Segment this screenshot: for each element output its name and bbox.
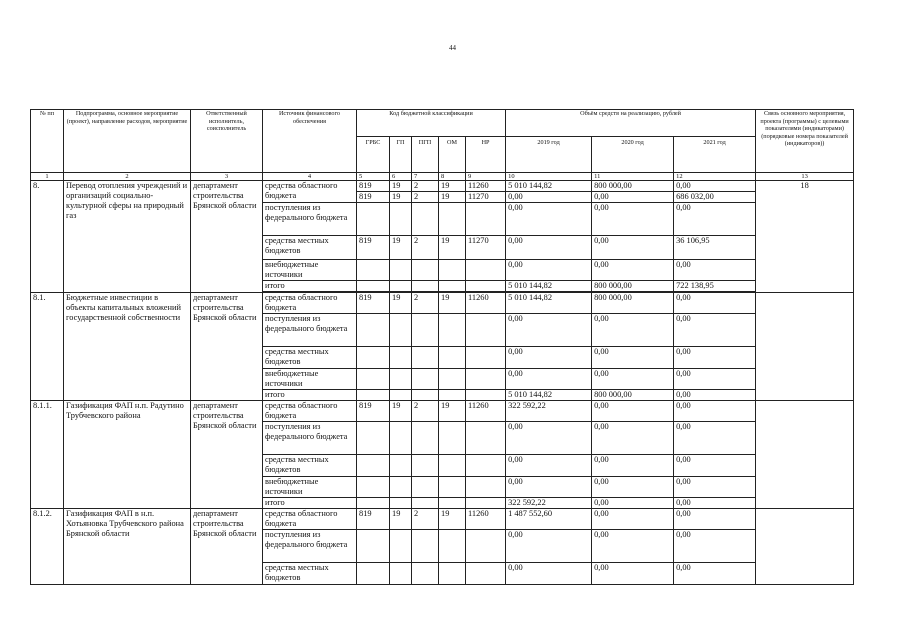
grbs-cell: 819 [357,509,390,530]
amount-2021: 0,00 [674,422,756,455]
np-cell: 11270 [466,236,506,260]
col-number: 8 [439,173,466,181]
source-offbudget: внебюджетные источники [263,369,357,390]
col-header-volume: Объём средств на реализацию, рублей [506,110,756,137]
col-number: 10 [506,173,592,181]
source-federal: поступления из федерального бюджета [263,314,357,347]
item-executor: департамент строительства Брянской области [191,401,263,509]
col-header-name: Подпрограмма, основное мероприятие (проект), направление расходов, мероприятие [64,110,191,173]
amount-2019: 0,00 [506,369,592,390]
amount-2021: 0,00 [674,477,756,498]
grbs-cell: 819 [357,181,390,192]
amount-2021: 0,00 [674,530,756,563]
table-row [31,181,854,192]
om-cell: 19 [439,181,466,192]
amount-2019: 1 487 552,60 [506,509,592,530]
amount-2019: 5 010 144,82 [506,293,592,314]
om-cell: 19 [439,236,466,260]
amount-2020: 800 000,00 [592,293,674,314]
amount-2020: 0,00 [592,477,674,498]
amount-2019: 0,00 [506,563,592,585]
table-row [31,293,854,314]
amount-2020: 0,00 [592,401,674,422]
amount-2020: 0,00 [592,347,674,369]
col-header-pgp: ПГП [412,137,439,173]
source-federal: поступления из федерального бюджета [263,530,357,563]
source-local: средства местных бюджетов [263,236,357,260]
col-header-om: ОМ [439,137,466,173]
total-2019: 5 010 144,82 [506,390,592,401]
amount-2021: 0,00 [674,314,756,347]
amount-2021: 0,00 [674,563,756,585]
np-cell: 11260 [466,509,506,530]
amount-2020: 800 000,00 [592,181,674,192]
total-2019: 5 010 144,82 [506,281,592,292]
source-federal: поступления из федерального бюджета [263,203,357,236]
amount-2019: 322 592,22 [506,401,592,422]
source-regional: средства областного бюджета [263,293,357,314]
pgp-cell: 2 [412,236,439,260]
source-total: итого [263,498,357,509]
amount-2021: 0,00 [674,401,756,422]
page-number: 44 [449,44,456,52]
total-2021: 0,00 [674,390,756,401]
amount-2021: 0,00 [674,455,756,477]
amount-2021: 686 032,00 [674,192,756,203]
budget-table [30,109,854,585]
col-header-2020: 2020 год [592,137,674,173]
total-2020: 800 000,00 [592,390,674,401]
amount-2020: 0,00 [592,369,674,390]
gp-cell: 19 [390,236,412,260]
amount-2020: 0,00 [592,422,674,455]
amount-2020: 0,00 [592,260,674,281]
total-2021: 722 138,95 [674,281,756,292]
item-number: 8.1. [31,293,64,401]
col-header-2019: 2019 год [506,137,592,173]
np-cell: 11260 [466,293,506,314]
item-name: Бюджетные инвестиции в объекты капитальных вложений государственной собственности [64,293,191,401]
source-total: итого [263,390,357,401]
om-cell: 19 [439,509,466,530]
col-header-gp: ГП [390,137,412,173]
item-name: Газификация ФАП в н.п. Хотьяновка Трубчевского района Брянской области [64,509,191,585]
item-number: 8. [31,181,64,293]
col-header-exec: Ответственный исполнитель, соисполнитель [191,110,263,173]
col-header-np: НР [466,137,506,173]
col-number: 13 [756,173,854,181]
item-executor: департамент строительства Брянской области [191,293,263,401]
pgp-cell: 2 [412,293,439,314]
amount-2019: 0,00 [506,192,592,203]
source-regional: средства областного бюджета [263,181,357,203]
total-2020: 800 000,00 [592,281,674,292]
col-header-2021: 2021 год [674,137,756,173]
col-number: 1 [31,173,64,181]
col-number: 7 [412,173,439,181]
amount-2020: 0,00 [592,203,674,236]
gp-cell: 19 [390,401,412,422]
item-name: Перевод отопления учреждений и организаций социально-культурной сферы на природный газ [64,181,191,293]
gp-cell: 19 [390,293,412,314]
amount-2020: 0,00 [592,509,674,530]
item-executor: департамент строительства Брянской области [191,181,263,293]
table-row [31,401,854,422]
amount-2019: 0,00 [506,455,592,477]
amount-2021: 0,00 [674,509,756,530]
source-local: средства местных бюджетов [263,347,357,369]
amount-2019: 0,00 [506,530,592,563]
item-number: 8.1.1. [31,401,64,509]
amount-2019: 5 010 144,82 [506,181,592,192]
source-local: средства местных бюджетов [263,563,357,585]
pgp-cell: 2 [412,181,439,192]
amount-2020: 0,00 [592,455,674,477]
amount-2020: 0,00 [592,236,674,260]
source-offbudget: внебюджетные источники [263,260,357,281]
grbs-cell: 819 [357,236,390,260]
gp-cell: 19 [390,509,412,530]
amount-2021: 0,00 [674,181,756,192]
amount-2019: 0,00 [506,203,592,236]
om-cell: 19 [439,401,466,422]
np-cell: 11260 [466,181,506,192]
column-number-row [31,173,854,181]
amount-2021: 36 106,95 [674,236,756,260]
col-header-source: Источник финансового обеспечения [263,110,357,173]
total-2021: 0,00 [674,498,756,509]
table-row [31,509,854,530]
pgp-cell: 2 [412,192,439,203]
amount-2020: 0,00 [592,530,674,563]
amount-2019: 0,00 [506,236,592,260]
om-cell: 19 [439,293,466,314]
col-header-grbs: ГРБС [357,137,390,173]
source-local: средства местных бюджетов [263,455,357,477]
total-2019: 322 592,22 [506,498,592,509]
amount-2019: 0,00 [506,477,592,498]
pgp-cell: 2 [412,401,439,422]
col-header-link: Связь основного мероприятия, проекта (программы) с целевыми показателями (индикаторами) (порядковые номера показателей (индикаторов)) [756,110,854,173]
source-federal: поступления из федерального бюджета [263,422,357,455]
gp-cell: 19 [390,192,412,203]
source-regional: средства областного бюджета [263,401,357,422]
total-2020: 0,00 [592,498,674,509]
amount-2021: 0,00 [674,369,756,390]
np-cell: 11260 [466,401,506,422]
indicator-link: 18 [756,181,854,293]
col-number: 11 [592,173,674,181]
col-header-budget-code: Код бюджетной классификации [357,110,506,137]
header-row [31,110,854,137]
col-number: 4 [263,173,357,181]
source-total: итого [263,281,357,292]
col-number: 3 [191,173,263,181]
amount-2019: 0,00 [506,314,592,347]
amount-2020: 0,00 [592,563,674,585]
gp-cell: 19 [390,181,412,192]
item-executor: департамент строительства Брянской области [191,509,263,585]
amount-2020: 0,00 [592,314,674,347]
grbs-cell: 819 [357,293,390,314]
amount-2021: 0,00 [674,293,756,314]
col-header-num: № пп [31,110,64,173]
np-cell: 11270 [466,192,506,203]
amount-2019: 0,00 [506,422,592,455]
item-name: Газификация ФАП н.п. Радутино Трубчевского района [64,401,191,509]
col-number: 5 [357,173,390,181]
grbs-cell: 819 [357,401,390,422]
item-number: 8.1.2. [31,509,64,585]
pgp-cell: 2 [412,509,439,530]
col-number: 12 [674,173,756,181]
amount-2019: 0,00 [506,347,592,369]
amount-2020: 0,00 [592,192,674,203]
source-regional: средства областного бюджета [263,509,357,530]
col-number: 9 [466,173,506,181]
col-number: 6 [390,173,412,181]
col-number: 2 [64,173,191,181]
amount-2019: 0,00 [506,260,592,281]
source-offbudget: внебюджетные источники [263,477,357,498]
amount-2021: 0,00 [674,203,756,236]
amount-2021: 0,00 [674,260,756,281]
om-cell: 19 [439,192,466,203]
amount-2021: 0,00 [674,347,756,369]
grbs-cell: 819 [357,192,390,203]
